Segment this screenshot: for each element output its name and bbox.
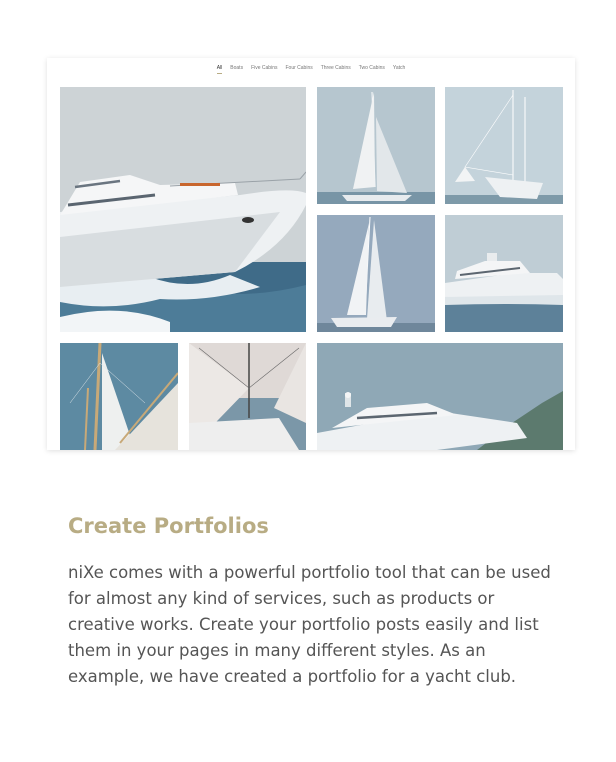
portfolio-item-sail-detail[interactable] bbox=[60, 343, 178, 450]
portfolio-item-yacht-wide[interactable] bbox=[317, 343, 563, 450]
portfolio-item-sailboat-sky[interactable] bbox=[317, 215, 435, 332]
portfolio-item-motor-yacht-large[interactable] bbox=[60, 87, 306, 332]
portfolio-item-tall-ship[interactable] bbox=[445, 87, 563, 204]
filter-four-cabins[interactable]: Four Cabins bbox=[285, 65, 313, 71]
filter-all[interactable]: All bbox=[217, 65, 223, 74]
feature-description: niXe comes with a powerful portfolio tool that can be used for almost any kind of services, such as products or creative works. Create your portfolio posts easily and list them in your pages in many different styles. As an example, we have created a portfolio for a yacht club. bbox=[68, 563, 551, 686]
filter-three-cabins[interactable]: Three Cabins bbox=[320, 65, 351, 71]
portfolio-item-sailboat[interactable] bbox=[317, 87, 435, 204]
filter-yatch[interactable]: Yatch bbox=[392, 65, 406, 71]
feature-title: Create Portfolios bbox=[68, 514, 269, 538]
filter-two-cabins[interactable]: Two Cabins bbox=[358, 65, 385, 71]
portfolio-item-deck-view[interactable] bbox=[189, 343, 306, 450]
portfolio-item-motor-yacht[interactable] bbox=[445, 215, 563, 332]
portfolio-filter-bar bbox=[47, 65, 575, 74]
portfolio-preview-card bbox=[47, 58, 575, 450]
filter-five-cabins[interactable]: Five Cabins bbox=[251, 65, 278, 71]
filter-boats[interactable]: Boats bbox=[230, 65, 244, 71]
